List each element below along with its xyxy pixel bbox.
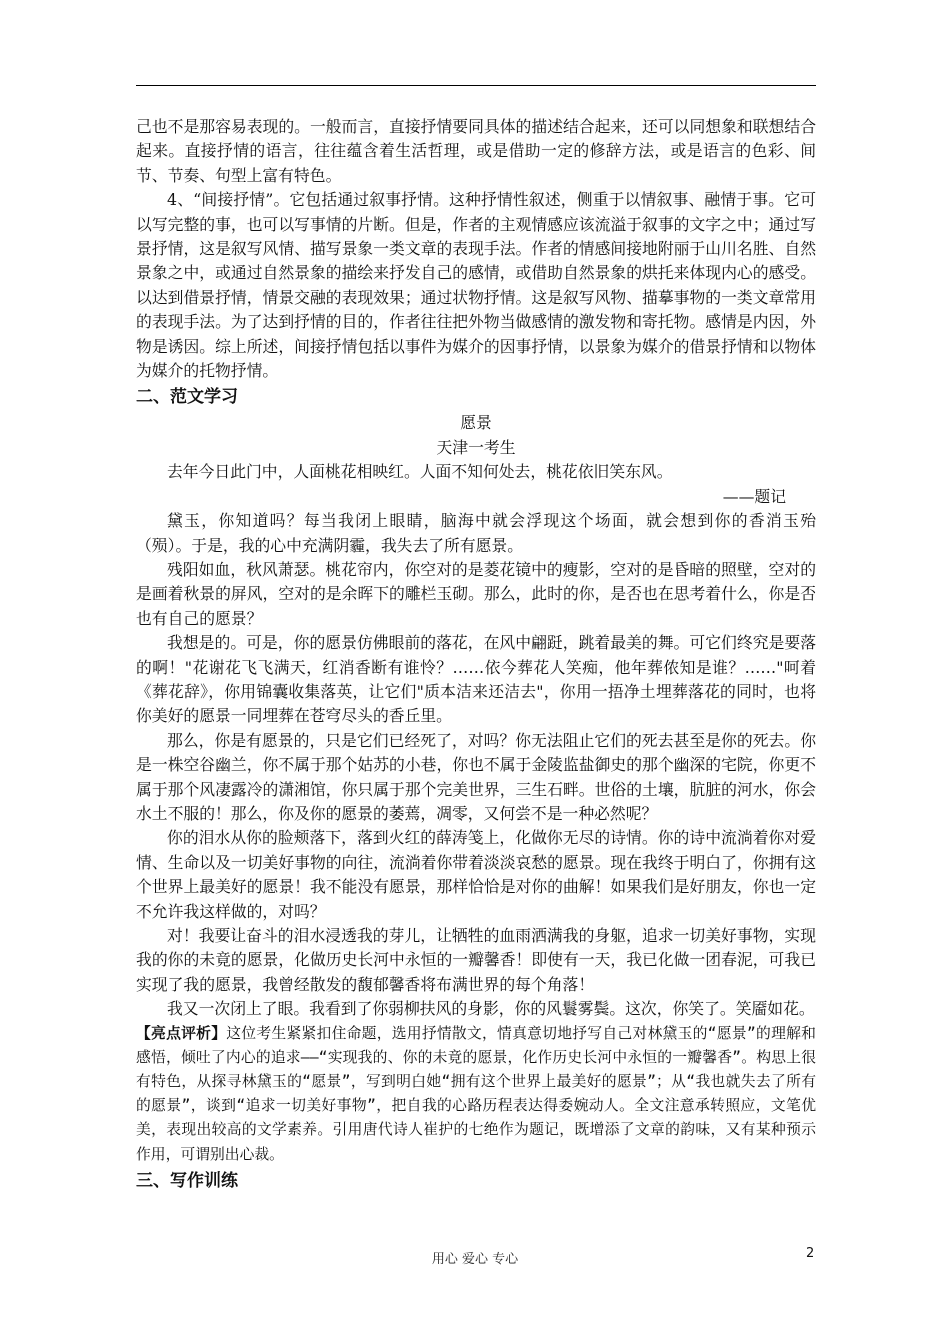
essay-paragraph: 对！我要让奋斗的泪水浸透我的芽儿，让牺牲的血雨洒满我的身躯，追求一切美好事物，实现我的你的未竟的愿景，化做历史长河中永恒的一瓣馨香！即使有一天，我已化做一团春泥，可我已实现了我的愿景，我曾经散发的馥郁馨香将布满世界的每个角落！ [136,926,816,994]
page-number: 2 [806,1246,815,1261]
intro-paragraph-1: 己也不是那容易表现的。一般而言，直接抒情要同具体的描述结合起来，还可以同想象和联想结合起来。直接抒情的语言，往往蕴含着生活哲理，或是借助一定的修辞方法，或是语言的色彩、间节、节奏、句型上富有特色。 [136,117,816,185]
essay-epigraph: 去年今日此门中，人面桃花相映红。人面不知何处去，桃花依旧笑东风。 [167,462,673,482]
section-heading-writing-practice: 三、写作训练 [136,1170,238,1191]
essay-title: 愿景 [460,413,492,433]
page-content [136,115,816,1195]
essay-paragraph: 残阳如血，秋风萧瑟。桃花帘内，你空对的是菱花镜中的瘦影，空对的是昏暗的照壁，空对的是画着秋景的屏风，空对的是余晖下的雕栏玉砌。那么，此时的你，是否也在思考着什么，你是否也有自己的愿景？ [136,559,816,628]
essay-paragraph: 黛玉，你知道吗？每当我闭上眼睛，脑海中就会浮现这个场面，就会想到你的香消玉殆（殒）。于是，我的心中充满阴霾，我失去了所有愿景。 [136,511,816,555]
essay-paragraph: 你的泪水从你的脸颊落下，落到火红的薛涛笺上，化做你无尽的诗情。你的诗中流淌着你对爱情、生命以及一切美好事物的向往，流淌着你带着淡淡哀愁的愿景。现在我终于明白了，你拥有这个世界上最美好的愿景！我不能没有愿景，那样恰恰是对你的曲解！如果我们是好朋友，你也一定不允许我这样做的，对吗？ [136,828,816,921]
essay-paragraph: 我想是的。可是，你的愿景仿佛眼前的落花，在风中翩跹，跳着最美的舞。可它们终究是要落的啊！"花谢花飞飞满天，红消香断有谁怜？……依今葬花人笑痴，他年葬侬知是谁？……"呵着《葬花辞》，你用锦囊收集落英，让它们"质本洁来还洁去"，你用一捂净土埋葬落花的同时，也将你美好的愿景一同埋葬在苍穹尽头的香丘里。 [136,633,816,726]
epigraph-note: ——题记 [722,486,786,506]
header-rule [136,85,816,86]
section-heading-model-essay: 二、范文学习 [136,387,238,408]
intro-paragraph-2: 4、“间接抒情”。它包括通过叙事抒情。这种抒情性叙述，侧重于以情叙事、融情于事。它可以写完整的事，也可以写事情的片断。但是，作者的主观情感应该流溢于叙事的文字之中；通过写景抒情，这是叙写风情、描写景象一类文章的表现手法。作者的情感间接地附丽于山川名胜、自然景象之中，或通过自然景象的描绘来抒发自己的感情，或借助自然景象的烘托来体现内心的感受。以达到借景抒情，情景交融的表现效果；通过状物抒情。这是叙写风物、描摹事物的一类文章常用的表现手法。为了达到抒情的目的，作者往往把外物当做感情的激发物和寄托物。感情是内因，外物是诱因。综上所述，间接抒情包括以事件为媒介的因事抒情，以景象为媒介的借景抒情和以物体为媒介的托物抒情。 [136,190,816,381]
essay-paragraph: 那么，你是有愿景的，只是它们已经死了，对吗？你无法阻止它们的死去甚至是你的死去。你是一株空谷幽兰，你不属于那个姑苏的小巷，你也不属于金陵监盐御史的那个幽深的宅院，你更不属于那个风凄露冷的潇湘馆，你只属于那个完美世界，三生石畔。世俗的土壤，肮脏的河水，你会水土不服的！那么，你及你的愿景的萎蔫，凋零，又何尝不是一种必然呢？ [136,730,816,823]
essay-paragraph: 我又一次闭上了眼。我看到了你弱柳扶风的身影，你的风鬟雾鬓。这次，你笑了。笑靥如花。 [167,999,815,1019]
review-block [136,1022,816,1167]
review-text: 这位考生紧紧扣住命题，选用抒情散文，情真意切地抒写自己对林黛玉的“愿景”的理解和感悟，倾吐了内心的追求——“实现我的、你的未竟的愿景，化作历史长河中永恒的一瓣馨香”。构思上很有特色，从探寻林黛玉的“愿景”，写到明白她“拥有这个世界上最美好的愿景”；从“我也就失去了所有的愿景”，谈到“追求一切美好事物”，把自我的心路历程表达得委婉动人。全文注意承转照应，文笔优美，表现出较高的文学素养。引用唐代诗人崔护的七绝作为题记，既增添了文章的韵味，又有某种预示作用，可谓别出心裁。 [136,1024,816,1163]
essay-author: 天津一考生 [436,437,516,457]
footer-motto: 用心 爱心 专心 [431,1252,519,1267]
review-label: 【亮点评析】 [136,1024,227,1042]
